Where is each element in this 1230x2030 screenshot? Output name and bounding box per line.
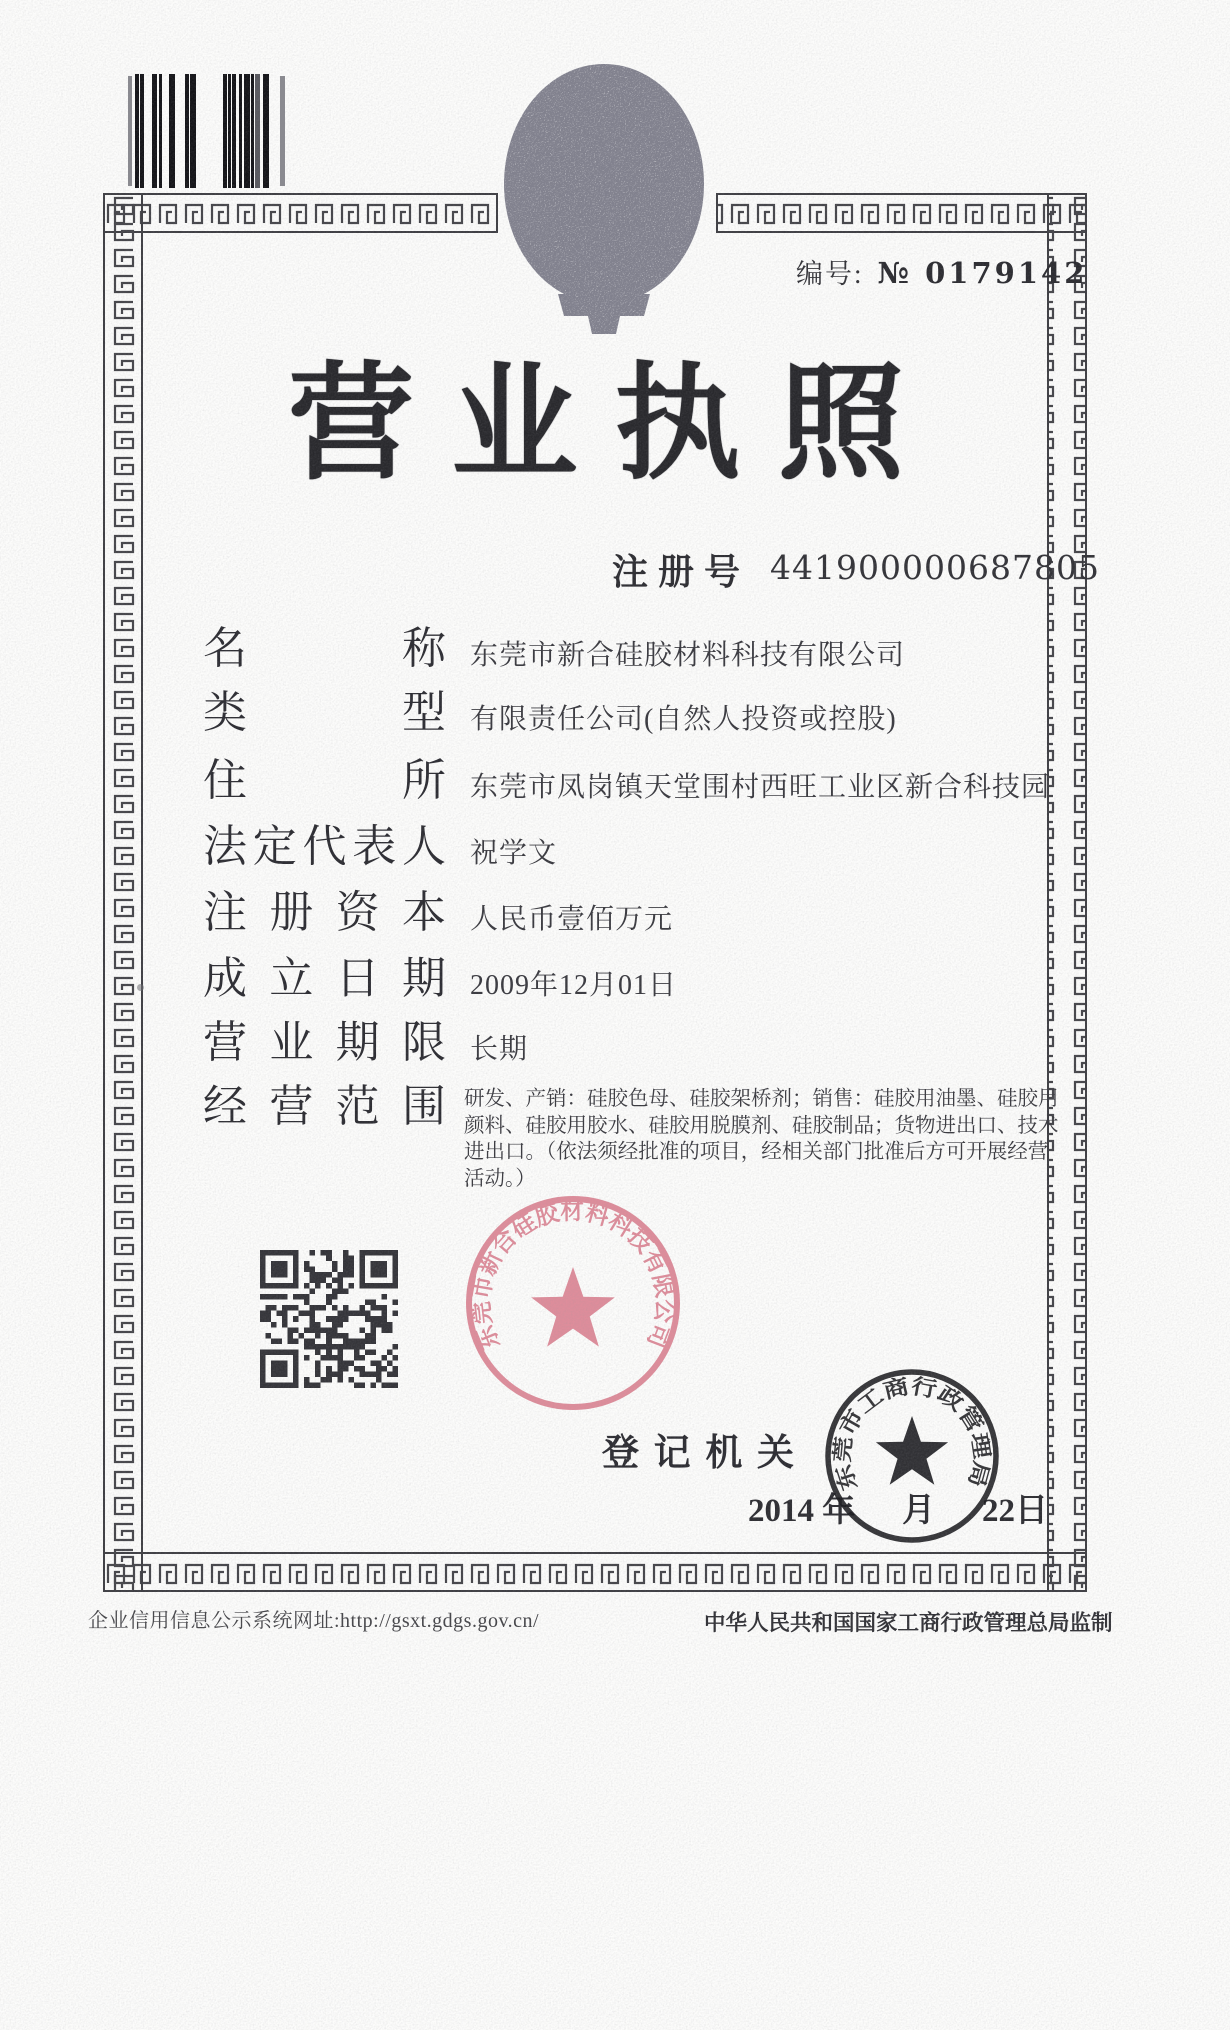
- field-value: 2009年12月01日: [470, 970, 678, 1001]
- registrar-label: 登 记 机 关: [602, 1433, 794, 1474]
- field-label: 成 立 日 期: [203, 954, 446, 1003]
- seal-star-icon: [876, 1416, 948, 1485]
- field-label: 注 册 资 本: [203, 888, 446, 937]
- field-label: 营 业 期 限: [203, 1018, 446, 1067]
- seal-star-icon: [531, 1267, 615, 1347]
- serial-number-line: [796, 252, 1087, 291]
- company-seal-text: 东莞市新合硅胶材料科技有限公司: [465, 1195, 681, 1355]
- registration-number-label: 注 册 号: [612, 552, 740, 592]
- field-label: 名 称: [203, 624, 446, 673]
- qr-code-image: [260, 1250, 398, 1388]
- field-label: 经 营 范 围: [203, 1082, 446, 1131]
- field-row-registered-capital: [0, 888, 1100, 950]
- field-label: 类 型: [203, 688, 446, 737]
- national-emblem-icon: [498, 60, 710, 346]
- field-label: 住 所: [203, 756, 446, 805]
- field-value: 人民币壹佰万元: [470, 904, 674, 935]
- field-row-business-term: [0, 1018, 1100, 1080]
- barcode-image: [128, 72, 290, 190]
- scan-speck: [137, 984, 144, 991]
- field-value: 有限责任公司(自然人投资或控股): [470, 704, 897, 735]
- field-value: 祝学文: [470, 838, 558, 869]
- field-row-establishment-date: [0, 954, 1100, 1016]
- issue-year: 2014 年: [748, 1493, 856, 1529]
- registrar-seal-text: 东莞市工商行政管理局: [830, 1374, 994, 1494]
- field-label: 法 定 代 表 人: [203, 822, 446, 871]
- serial-label: 编号:: [796, 259, 864, 289]
- issue-month-label: 月: [902, 1493, 936, 1529]
- field-value: 东莞市新合硅胶材料科技有限公司: [470, 640, 906, 671]
- field-row-address: [0, 756, 1100, 818]
- registration-number: 441900000687805: [770, 548, 1100, 587]
- license-title: 营 业 执 照: [288, 353, 904, 494]
- field-value: 研发、产销：硅胶色母、硅胶架桥剂；销售：硅胶用油墨、硅胶用颜料、硅胶用胶水、硅胶用脱膜剂、硅胶制品；货物进出口、技术进出口。（依法须经批准的项目，经相关部门批准后方可开展经营活动。）: [464, 1088, 1059, 1190]
- field-row-type: [0, 688, 1100, 750]
- red-company-seal: [458, 1188, 688, 1418]
- issue-day: 22日: [982, 1493, 1048, 1529]
- footer-issuing-authority: 中华人民共和国国家工商行政管理总局监制: [704, 1611, 1113, 1635]
- field-row-legal-representative: [0, 822, 1100, 884]
- serial-number: № 0179142: [877, 256, 1088, 290]
- field-value: 长期: [470, 1034, 529, 1065]
- black-registrar-seal: [822, 1366, 1002, 1546]
- footer-publicity-url: 企业信用信息公示系统网址:http://gsxt.gdgs.gov.cn/: [88, 1610, 540, 1632]
- field-row-name: [0, 624, 1100, 686]
- field-value: 东莞市凤岗镇天堂围村西旺工业区新合科技园: [470, 772, 1051, 803]
